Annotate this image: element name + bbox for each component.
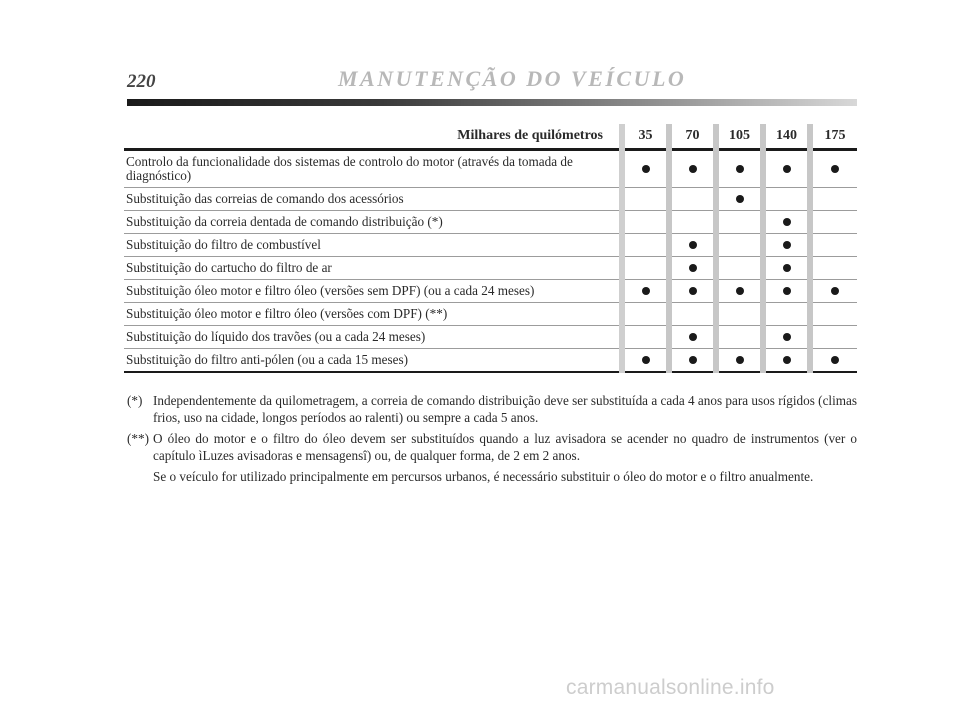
mark-cell [810,257,857,280]
operation-label: Substituição óleo motor e filtro óleo (versões com DPF) (**) [126,306,448,321]
operation-label: Substituição da correia dentada de comando distribuição (*) [126,214,443,229]
mark-cell [716,349,763,373]
table-row [124,188,857,211]
operation-label: Substituição óleo motor e filtro óleo (versões sem DPF) (ou a cada 24 meses) [126,283,535,298]
table-row [124,211,857,234]
mark-cell [810,150,857,188]
mark-cell [622,349,669,373]
mark-cell [622,234,669,257]
table-row [124,280,857,303]
footnote-extra: Se o veículo for utilizado principalmente em percursos urbanos, é necessário substituir o óleo do motor e o filtro anualmente. [153,469,814,484]
km-column-header: 105 [716,124,763,150]
mark-cell [669,150,716,188]
mark-cell [763,257,810,280]
footnotes [127,392,857,485]
operation-label: Substituição do líquido dos travões (ou a cada 24 meses) [126,329,426,344]
mark-cell [669,234,716,257]
scheduled-dot-icon [689,241,697,249]
page-number: 220 [127,71,156,92]
page-header-title: MANUTENÇÃO DO VEÍCULO [338,66,687,91]
footnote-marker: (**) [127,431,149,446]
mark-cell [669,349,716,373]
mark-cell [763,349,810,373]
table-body [124,150,857,373]
scheduled-dot-icon [642,356,650,364]
scheduled-dot-icon [736,165,744,173]
mark-cell [716,280,763,303]
scheduled-dot-icon [736,356,744,364]
scheduled-dot-icon [783,356,791,364]
mark-cell [810,188,857,211]
mark-cell [810,211,857,234]
operation-label: Controlo da funcionalidade dos sistemas de controlo do motor (através da tomada de diagnóstico) [126,154,573,183]
mark-cell [763,234,810,257]
scheduled-dot-icon [736,195,744,203]
maintenance-schedule-table [124,124,857,373]
footnote [127,430,857,464]
km-header-label: Milhares de quilómetros [457,128,603,143]
scheduled-dot-icon [642,165,650,173]
mark-cell [716,257,763,280]
table-row [124,349,857,373]
mark-cell [810,349,857,373]
mark-cell [810,280,857,303]
mark-cell [716,188,763,211]
scheduled-dot-icon [689,264,697,272]
scheduled-dot-icon [642,287,650,295]
mark-cell [669,280,716,303]
table-row [124,326,857,349]
mark-cell [716,303,763,326]
mark-cell [810,326,857,349]
mark-cell [716,211,763,234]
mark-cell [669,326,716,349]
mark-cell [763,211,810,234]
mark-cell [622,188,669,211]
mark-cell [763,280,810,303]
operation-label: Substituição do filtro de combustível [126,237,321,252]
table-header-row [124,124,857,150]
mark-cell [763,150,810,188]
mark-cell [622,303,669,326]
mark-cell [622,257,669,280]
mark-cell [622,150,669,188]
mark-cell [622,211,669,234]
header-rule [127,99,857,106]
scheduled-dot-icon [689,356,697,364]
table-row [124,234,857,257]
scheduled-dot-icon [831,165,839,173]
mark-cell [669,211,716,234]
table-row [124,257,857,280]
km-column-header: 175 [810,124,857,150]
operation-label: Substituição das correias de comando dos acessórios [126,191,404,206]
watermark: carmanualsonline.info [566,676,775,699]
mark-cell [763,303,810,326]
footnote-text: Independentemente da quilometragem, a correia de comando distribuição deve ser substituída a cada 4 anos para usos rígidos (climas frios, uso na cidade, longos períodos ao ralenti) ou sempre a cada 5 anos. [153,393,857,425]
scheduled-dot-icon [783,287,791,295]
footnote [127,392,857,426]
scheduled-dot-icon [689,165,697,173]
mark-cell [716,326,763,349]
mark-cell [669,188,716,211]
footnote-marker: (*) [127,393,143,408]
scheduled-dot-icon [689,333,697,341]
scheduled-dot-icon [783,264,791,272]
mark-cell [669,257,716,280]
scheduled-dot-icon [783,218,791,226]
km-column-header: 140 [763,124,810,150]
mark-cell [622,280,669,303]
scheduled-dot-icon [831,356,839,364]
scheduled-dot-icon [783,165,791,173]
mark-cell [810,234,857,257]
table-row [124,303,857,326]
mark-cell [810,303,857,326]
footnote-text: O óleo do motor e o filtro do óleo devem ser substituídos quando a luz avisadora se acender no quadro de instrumentos (ver o capítulo ìLuzes avisadoras e mensagensî) ou, de qualquer forma, de 2 em 2 anos. [153,431,857,463]
km-column-header: 70 [669,124,716,150]
scheduled-dot-icon [831,287,839,295]
scheduled-dot-icon [736,287,744,295]
km-column-header: 35 [622,124,669,150]
scheduled-dot-icon [783,241,791,249]
operation-label: Substituição do filtro anti-pólen (ou a cada 15 meses) [126,352,408,367]
mark-cell [622,326,669,349]
mark-cell [716,150,763,188]
table-row [124,150,857,188]
scheduled-dot-icon [783,333,791,341]
mark-cell [716,234,763,257]
mark-cell [669,303,716,326]
scheduled-dot-icon [689,287,697,295]
mark-cell [763,326,810,349]
operation-label: Substituição do cartucho do filtro de ar [126,260,332,275]
mark-cell [763,188,810,211]
